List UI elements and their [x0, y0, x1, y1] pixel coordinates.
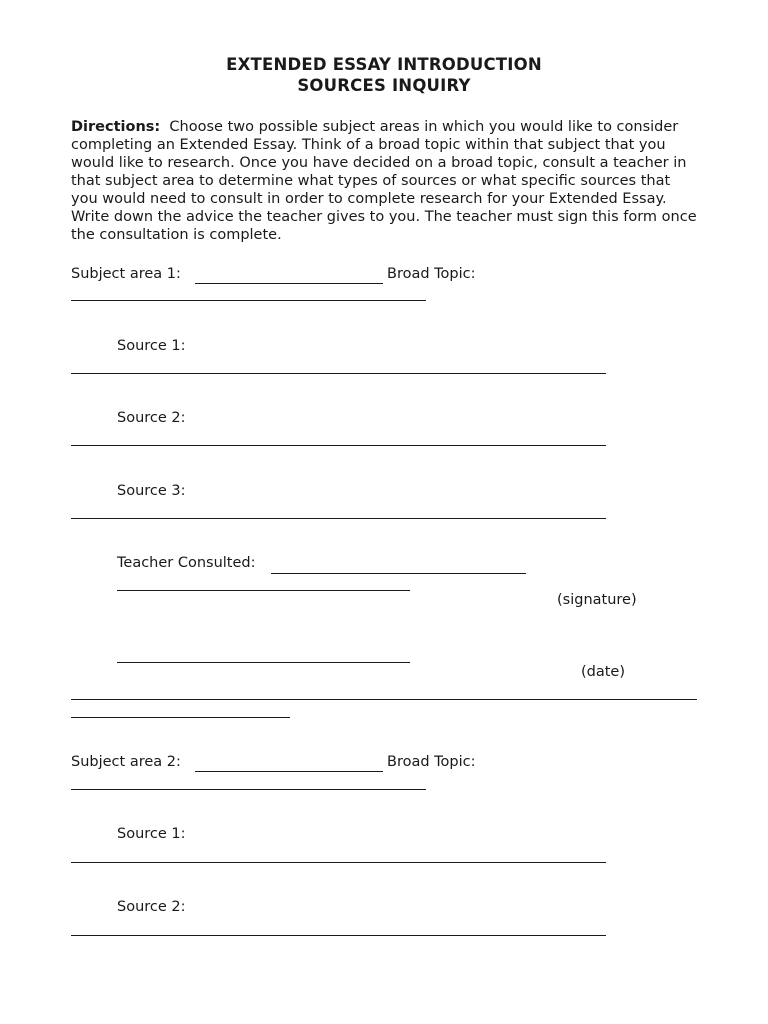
page-title-line1: EXTENDED ESSAY INTRODUCTION	[226, 55, 542, 74]
subject-area-2-field[interactable]	[195, 771, 383, 772]
section1-extra-line-2[interactable]	[71, 717, 290, 718]
section1-source-3-label: Source 3:	[117, 483, 186, 499]
section2-source-2-label: Source 2:	[117, 899, 186, 915]
directions-paragraph	[71, 118, 701, 244]
section2-source-1-label: Source 1:	[117, 826, 186, 842]
signature-label: (signature)	[557, 592, 637, 608]
page-title-line2: SOURCES INQUIRY	[297, 76, 471, 95]
subject-area-2-label: Subject area 2:	[71, 754, 181, 770]
section1-source-2-field[interactable]	[71, 445, 606, 446]
broad-topic-2-label: Broad Topic:	[387, 754, 476, 770]
section1-extra-line-1[interactable]	[71, 699, 697, 700]
section1-source-3-field[interactable]	[71, 518, 606, 519]
teacher-consulted-label: Teacher Consulted:	[117, 555, 256, 571]
section1-source-2-label: Source 2:	[117, 410, 186, 426]
broad-topic-1-label: Broad Topic:	[387, 266, 476, 282]
section1-source-1-field[interactable]	[71, 373, 606, 374]
date-label: (date)	[581, 664, 626, 680]
section1-source-1-label: Source 1:	[117, 338, 186, 354]
directions-text: Choose two possible subject areas in which you would like to consider completing an Extended Essay. Think of a broad topic within that subject that you would like to research. Once you have decided on a broad topic, consult a teacher in that subject area to determine what types of sources or what specific sources that you would need to consult in order to complete research for your Extended Essay. Write down the advice the teacher gives to you. The teacher must sign this form once the consultation is complete.	[71, 119, 697, 243]
broad-topic-2-field[interactable]	[71, 789, 426, 790]
section2-source-2-field[interactable]	[71, 935, 606, 936]
teacher-signature-field[interactable]	[117, 590, 410, 591]
section2-source-1-field[interactable]	[71, 862, 606, 863]
subject-area-1-label: Subject area 1:	[71, 266, 181, 282]
teacher-consulted-field[interactable]	[271, 573, 526, 574]
broad-topic-1-field[interactable]	[71, 300, 426, 301]
subject-area-1-field[interactable]	[195, 283, 383, 284]
directions-label: Directions:	[71, 119, 161, 135]
consultation-date-field[interactable]	[117, 662, 410, 663]
